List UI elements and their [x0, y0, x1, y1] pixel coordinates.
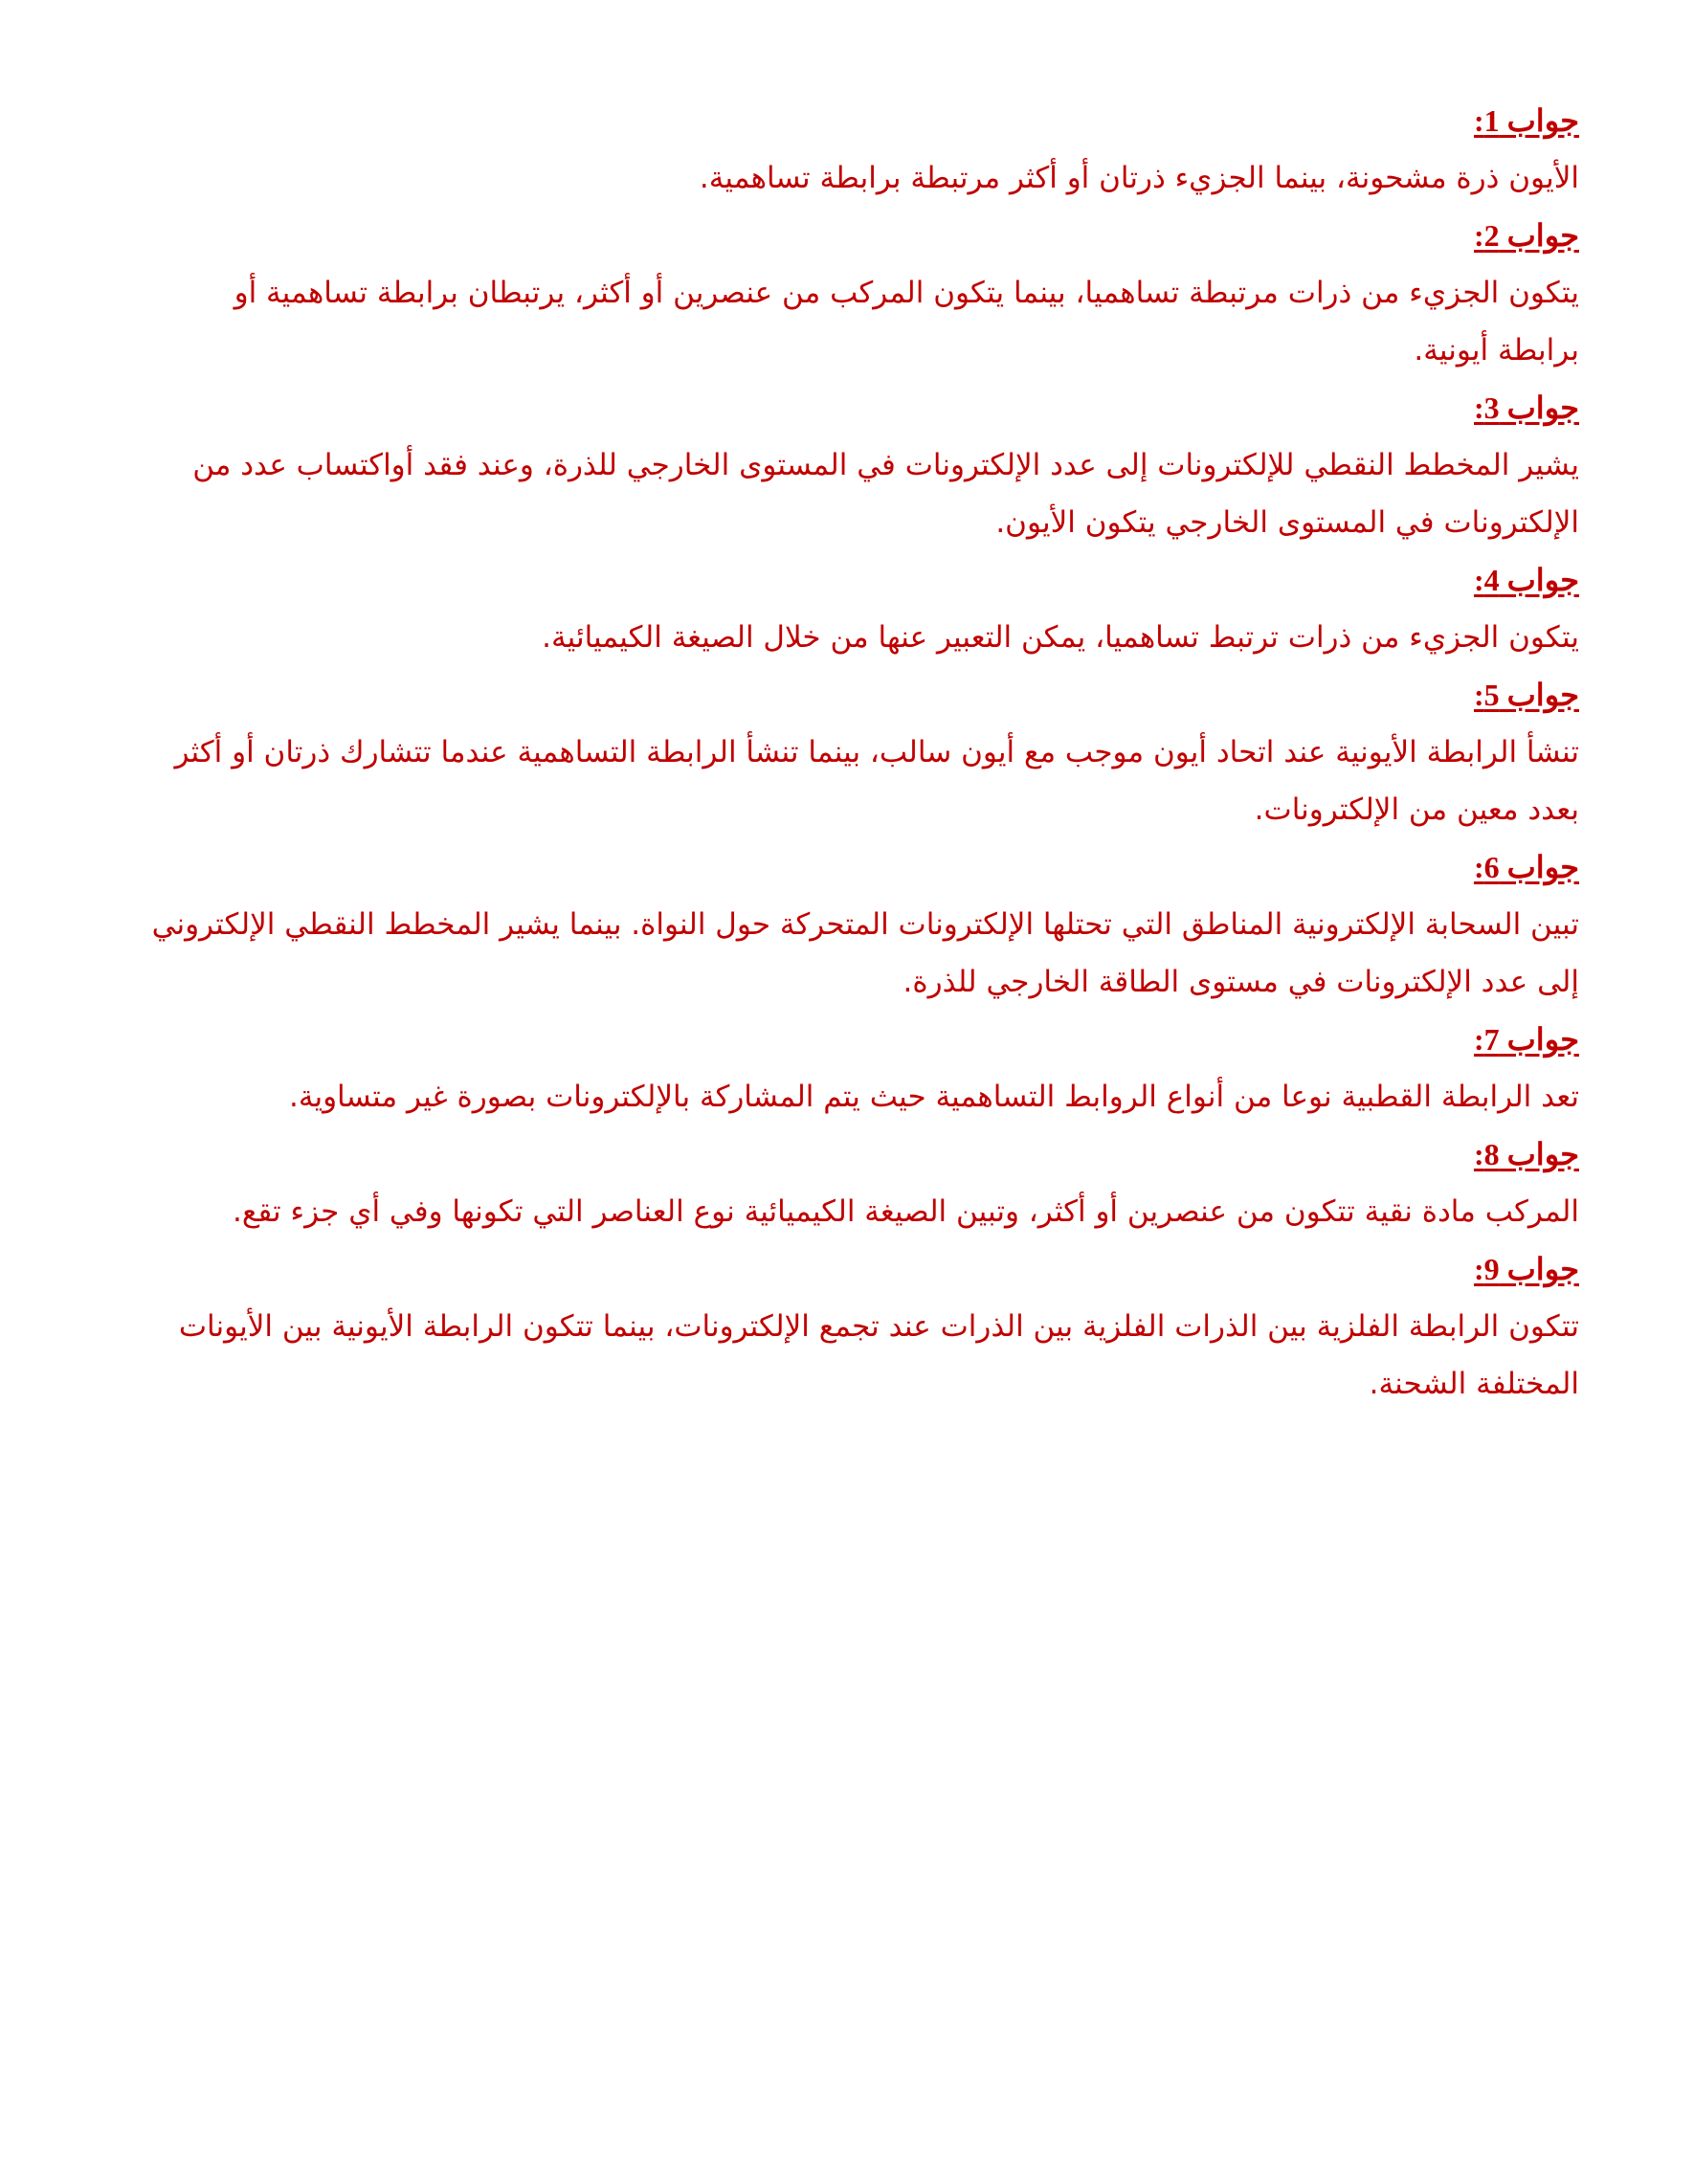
answer-text: المركب مادة نقية تتكون من عنصرين أو أكثر، وتبين الصيغة الكيميائية نوع العناصر التي تكونها وفي أي جزء تقع.: [232, 1194, 1579, 1229]
answer-heading: جواب 8:: [1474, 1137, 1579, 1171]
answer-block-6: [144, 838, 1579, 1011]
answer-heading: جواب 2:: [1474, 218, 1579, 253]
answer-text: يتكون الجزيء من ذرات مرتبطة تساهميا، بينما يتكون المركب من عنصرين أو أكثر، يرتبطان برابطة تساهمية أو برابطة أيونية.: [234, 276, 1579, 368]
answer-block-8: [144, 1125, 1579, 1240]
answer-text: تتكون الرابطة الفلزية بين الذرات الفلزية بين الذرات عند تجمع الإلكترونات، بينما تتكون الرابطة الأيونية بين الأيونات المختلفة الشحنة.: [178, 1309, 1579, 1401]
answer-block-2: [144, 207, 1579, 379]
answer-text: تنشأ الرابطة الأيونية عند اتحاد أيون موجب مع أيون سالب، بينما تنشأ الرابطة التساهمية عندما تتشارك ذرتان أو أكثر بعدد معين من الإلكترونات.: [174, 735, 1579, 827]
answer-text: الأيون ذرة مشحونة، بينما الجزيء ذرتان أو أكثر مرتبطة برابطة تساهمية.: [699, 161, 1579, 195]
answer-block-4: [144, 551, 1579, 666]
answer-block-1: [144, 92, 1579, 207]
answer-heading: جواب 6:: [1474, 850, 1579, 884]
answer-text: تبين السحابة الإلكترونية المناطق التي تحتلها الإلكترونات المتحركة حول النواة. بينما يشير المخطط النقطي الإلكتروني إلى عدد الإلكترونات في مستوى الطاقة الخارجي للذرة.: [151, 907, 1579, 999]
answer-block-7: [144, 1011, 1579, 1125]
answer-heading: جواب 9:: [1474, 1252, 1579, 1286]
answer-text: تعد الرابطة القطبية نوعا من أنواع الروابط التساهمية حيث يتم المشاركة بالإلكترونات بصورة غير متساوية.: [288, 1080, 1579, 1114]
answers-list: [144, 92, 1579, 1413]
answer-heading: جواب 5:: [1474, 678, 1579, 712]
answer-text: يتكون الجزيء من ذرات ترتبط تساهميا، يمكن التعبير عنها من خلال الصيغة الكيميائية.: [542, 620, 1579, 655]
answer-heading: جواب 1:: [1474, 103, 1579, 138]
answer-heading: جواب 4:: [1474, 563, 1579, 597]
answer-heading: جواب 7:: [1474, 1022, 1579, 1057]
answer-heading: جواب 3:: [1474, 390, 1579, 425]
answer-block-9: [144, 1240, 1579, 1413]
answer-block-3: [144, 379, 1579, 551]
answer-block-5: [144, 666, 1579, 838]
answer-text: يشير المخطط النقطي للإلكترونات إلى عدد الإلكترونات في المستوى الخارجي للذرة، وعند فقد أواكتساب عدد من الإلكترونات في المستوى الخارجي يتكون الأيون.: [192, 448, 1579, 540]
